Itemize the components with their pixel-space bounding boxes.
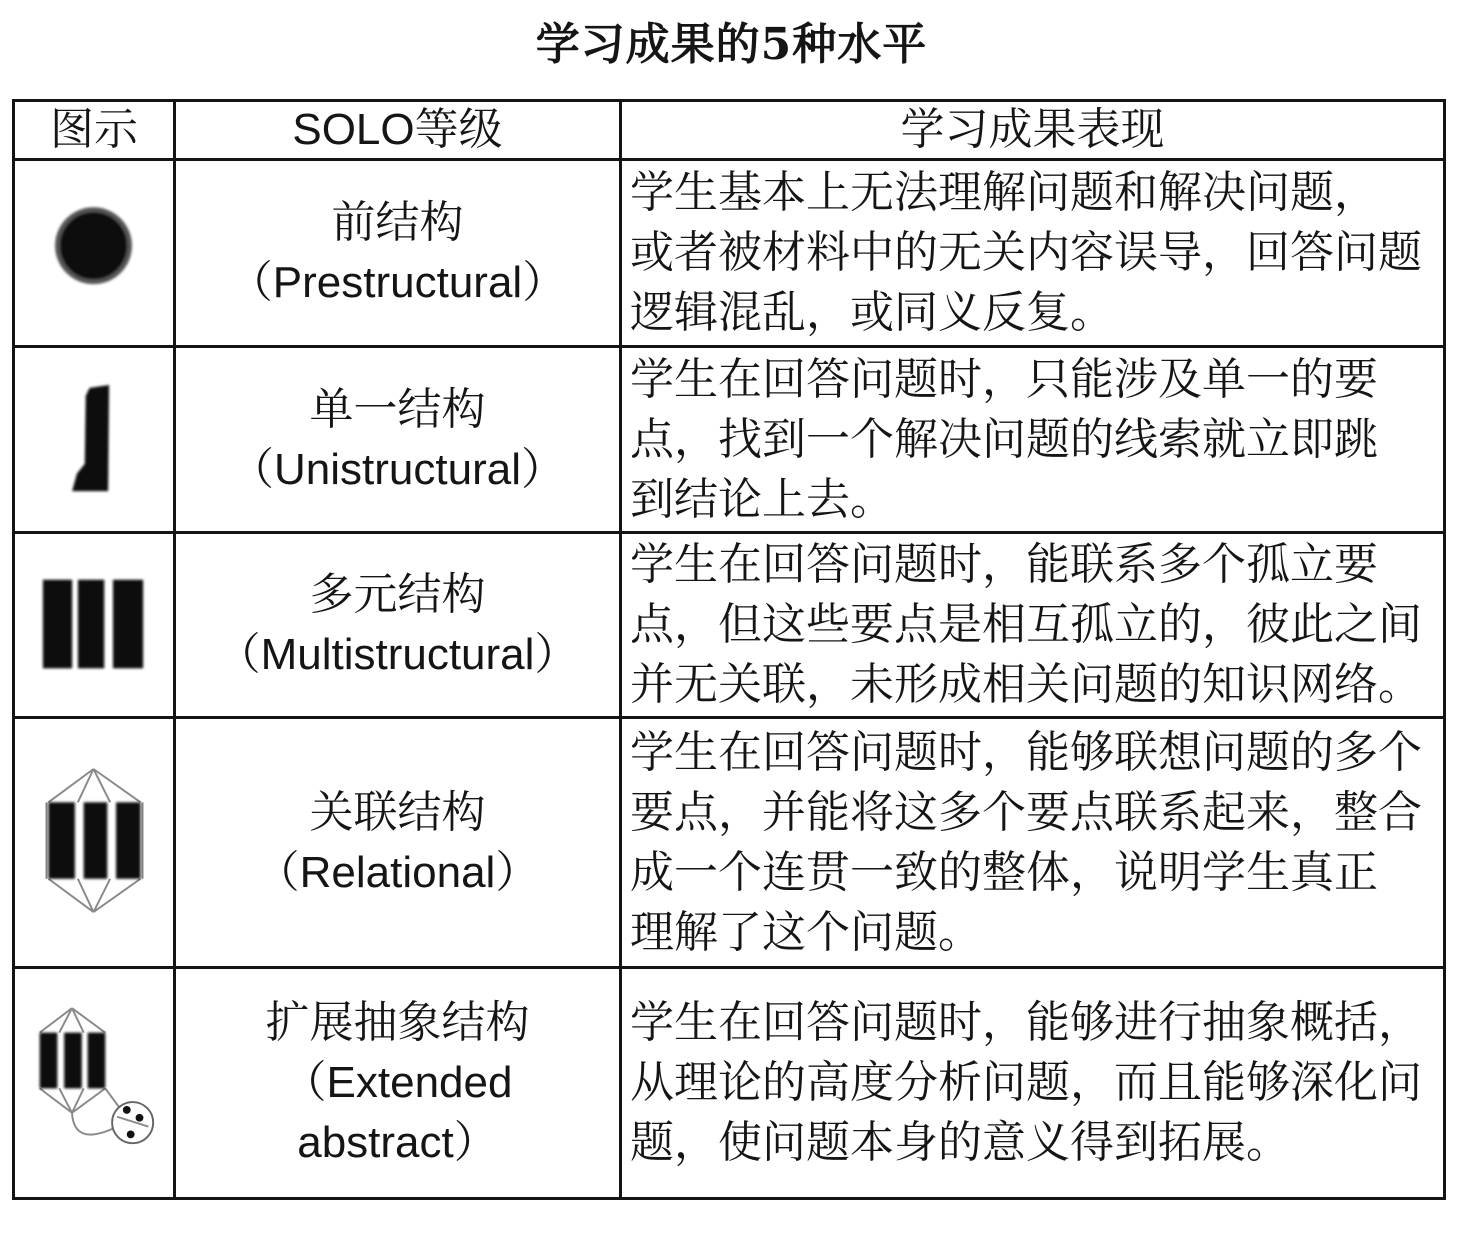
diagram-cell bbox=[14, 160, 175, 347]
diagram-cell bbox=[14, 968, 175, 1199]
dot-shape bbox=[127, 1130, 135, 1138]
outcome-cell bbox=[621, 533, 1445, 718]
table-row bbox=[14, 718, 1445, 968]
bar-shape bbox=[43, 580, 72, 669]
level-english: abstract） bbox=[297, 1118, 498, 1167]
table-row bbox=[14, 347, 1445, 533]
table-header-row bbox=[14, 101, 1445, 160]
page-title: 学习成果的5种水平 bbox=[535, 19, 928, 70]
header-learning-outcome: 学习成果表现 bbox=[621, 101, 1445, 160]
table-row bbox=[14, 968, 1445, 1199]
level-name: 前结构 bbox=[331, 198, 464, 247]
outcome-line: 点，但这些要点是相互孤立的，彼此之间 bbox=[630, 600, 1422, 649]
level-name: 关联结构 bbox=[309, 787, 486, 837]
solo-levels-table bbox=[12, 99, 1446, 1200]
outcome-line: 学生在回答问题时，能够联想问题的多个 bbox=[630, 727, 1422, 777]
dot-shape bbox=[123, 1106, 131, 1114]
extended-abstract-icon bbox=[15, 970, 173, 1196]
outcome-line: 从理论的高度分析问题，而且能够深化问 bbox=[630, 1058, 1422, 1107]
outcome-cell bbox=[621, 718, 1445, 968]
level-english: （Relational） bbox=[255, 847, 540, 897]
table-row bbox=[14, 160, 1445, 347]
level-english: （Extended bbox=[282, 1058, 513, 1107]
bar-shape bbox=[88, 1033, 106, 1089]
solo-level-cell bbox=[175, 533, 621, 718]
header-diagram: 图示 bbox=[14, 101, 175, 160]
level-name: 多元结构 bbox=[309, 570, 486, 619]
outcome-line: 到结论上去。 bbox=[630, 474, 894, 524]
outcome-cell bbox=[621, 160, 1445, 347]
bar-shape bbox=[48, 802, 74, 878]
bar-shape bbox=[113, 580, 143, 669]
diagram-cell bbox=[14, 347, 175, 533]
level-english: （Multistructural） bbox=[216, 630, 579, 679]
bar-shape bbox=[40, 1033, 58, 1089]
solid-circle-icon bbox=[15, 162, 173, 344]
outcome-line: 点，找到一个解决问题的线索就立即跳 bbox=[630, 414, 1378, 464]
table-row bbox=[14, 533, 1445, 718]
outcome-line: 或者被材料中的无关内容误导，回答问题 bbox=[630, 228, 1422, 277]
outcome-line: 学生在回答问题时，能够进行抽象概括， bbox=[630, 998, 1422, 1047]
outcome-line: 逻辑混乱，或同义反复。 bbox=[630, 288, 1114, 337]
three-bars-icon bbox=[15, 535, 173, 715]
linked-bars-icon bbox=[15, 720, 173, 965]
solo-level-cell bbox=[175, 718, 621, 968]
level-english: （Unistructural） bbox=[230, 444, 565, 494]
outcome-line: 理解了这个问题。 bbox=[630, 907, 982, 957]
solo-level-cell bbox=[175, 347, 621, 533]
single-bar-icon bbox=[15, 349, 173, 530]
solo-level-cell bbox=[175, 160, 621, 347]
level-name: 单一结构 bbox=[309, 384, 486, 434]
outcome-line: 学生在回答问题时，能联系多个孤立要 bbox=[630, 540, 1378, 589]
level-name: 扩展抽象结构 bbox=[265, 998, 530, 1047]
bar-shape bbox=[72, 385, 109, 491]
bar-shape bbox=[116, 802, 141, 878]
outcome-line: 学生基本上无法理解问题和解决问题， bbox=[630, 168, 1378, 217]
outcome-line: 并无关联，未形成相关问题的知识网络。 bbox=[630, 660, 1422, 709]
outcome-cell bbox=[621, 968, 1445, 1199]
diagram-cell bbox=[14, 533, 175, 718]
bar-shape bbox=[78, 580, 104, 669]
outcome-line: 要点，并能将这多个要点联系起来，整合 bbox=[630, 787, 1422, 837]
bar-shape bbox=[64, 1033, 82, 1089]
outcome-line: 题，使问题本身的意义得到拓展。 bbox=[630, 1118, 1290, 1167]
outcome-line: 成一个连贯一致的整体，说明学生真正 bbox=[630, 847, 1378, 897]
header-solo-level: SOLO等级 bbox=[175, 101, 621, 160]
level-english: （Prestructural） bbox=[228, 258, 567, 307]
solo-level-cell bbox=[175, 968, 621, 1199]
diagram-cell bbox=[14, 718, 175, 968]
dot-shape bbox=[136, 1114, 144, 1122]
outcome-line: 学生在回答问题时，只能涉及单一的要 bbox=[630, 354, 1378, 404]
outcome-cell bbox=[621, 347, 1445, 533]
bar-shape bbox=[84, 802, 108, 878]
circle-shape bbox=[58, 210, 130, 282]
